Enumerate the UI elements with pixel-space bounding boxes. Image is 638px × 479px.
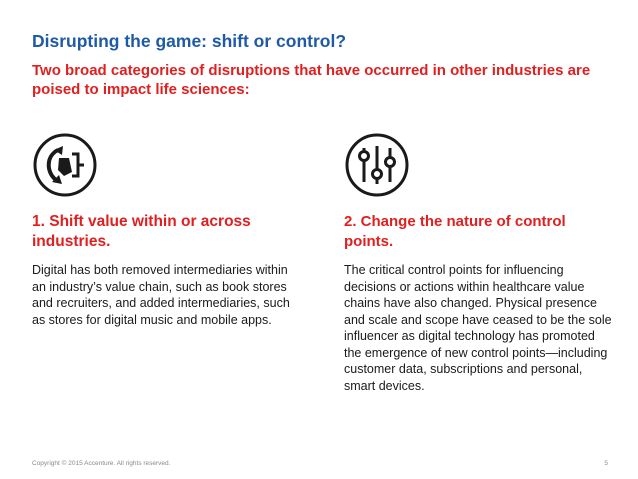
- column-heading: 2. Change the nature of control points.: [344, 213, 566, 250]
- page-number: 5: [604, 460, 608, 467]
- column-shift-value: [32, 132, 300, 328]
- control-sliders-icon: [344, 132, 410, 198]
- slide-title: Disrupting the game: shift or control?: [32, 31, 347, 51]
- column-body: The critical control points for influencing decisions or actions within healthcare value chains have also changed. Physical presence and scale and scope have ceased to be the sole influencer as digital technology has promoted the emergence of new control points—including customer data, subscriptions and personal, smart devices.: [344, 263, 612, 393]
- slide-subtitle: Two broad categories of disruptions that have occurred in other industries are poised to impact life sciences:: [32, 62, 591, 98]
- footer-copyright: Copyright © 2015 Accenture. All rights reserved.: [32, 460, 171, 467]
- column-body: Digital has both removed intermediaries within an industry’s value chain, such as book stores and recruiters, and added intermediaries, such as stores for digital music and mobile apps.: [32, 263, 290, 327]
- column-control-points: [344, 132, 612, 394]
- column-heading: 1. Shift value within or across industries.: [32, 213, 251, 250]
- shift-arrows-icon: [32, 132, 98, 198]
